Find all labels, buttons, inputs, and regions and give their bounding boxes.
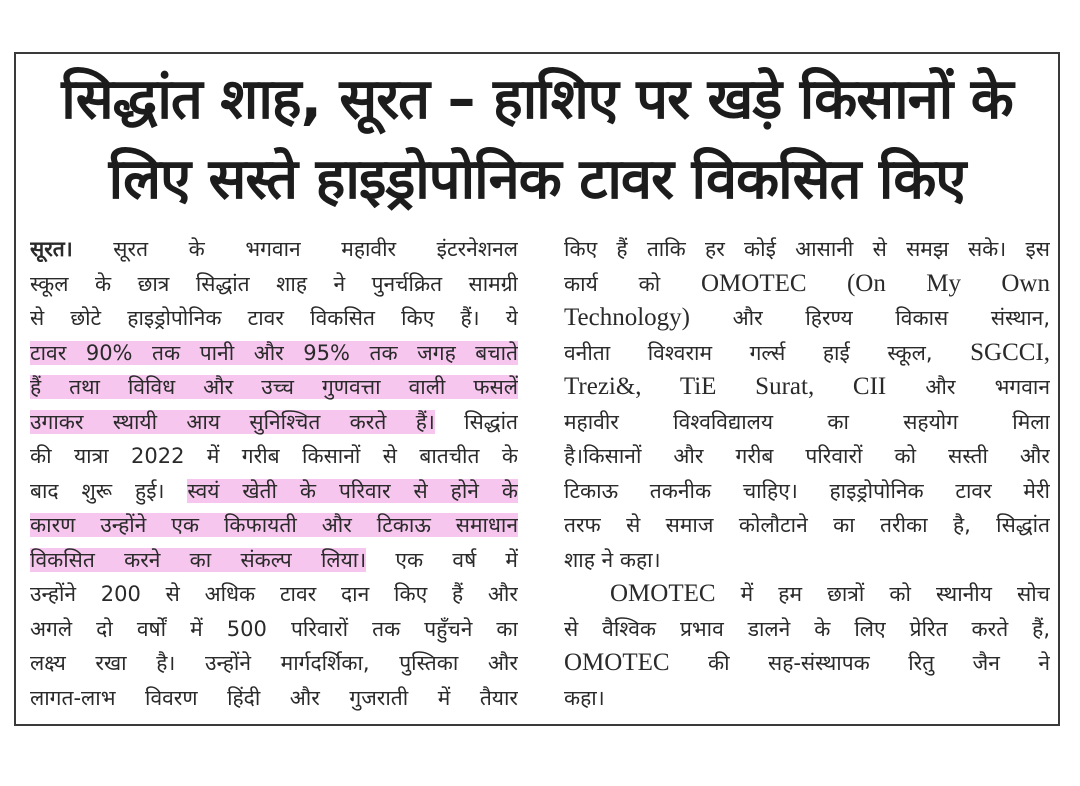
article-line: है।किसानों और गरीब परिवारों को सस्ती और: [564, 444, 1050, 468]
text-run: में हम छात्रों को स्थानीय सोच: [715, 582, 1050, 606]
text-run: और भगवान: [886, 375, 1050, 399]
article-line: [564, 301, 1050, 336]
article-line: [564, 577, 1050, 612]
text-run: सूरत के भगवान महावीर इंटरनेशनल: [72, 237, 518, 261]
article-line: लागत-लाभ विवरण हिंदी और गुजराती में तैयार: [30, 685, 518, 710]
article-line: [30, 232, 518, 267]
article-line: [30, 474, 518, 509]
text-run: बाद शुरू हुई।: [30, 478, 188, 503]
highlighted-text: हैं तथा विविध और उच्च गुणवत्ता वाली फसलें: [30, 375, 518, 399]
article-line: से वैश्विक प्रभाव डालने के लिए प्रेरित करते हैं,: [564, 616, 1050, 641]
latin-text: OMOTEC: [564, 649, 670, 676]
article-column-left: [30, 232, 518, 715]
newspaper-clipping: [14, 52, 1060, 726]
article-line: [30, 405, 518, 440]
text-run: वनीता विश्वराम गर्ल्स हाई स्कूल,: [564, 340, 971, 365]
article-line: [30, 543, 518, 578]
article-line-highlighted: [30, 508, 518, 543]
article-line: लक्ष्य रखा है। उन्होंने मार्गदर्शिका, पुस्तिका और: [30, 651, 518, 675]
article-line: महावीर विश्वविद्यालय का सहयोग मिला: [564, 409, 1050, 434]
text-run: की सह-संस्थापक रितु जैन ने: [669, 651, 1050, 675]
article-line: अगले दो वर्षों में 500 परिवारों तक पहुँचने का: [30, 616, 518, 641]
article-line: कहा।: [564, 685, 605, 710]
article-line-highlighted: [30, 370, 518, 405]
article-line: [564, 646, 1050, 681]
highlighted-text: स्वयं खेती के परिवार से होने के: [187, 478, 518, 503]
latin-text: SGCCI,: [970, 338, 1050, 366]
article-line: टिकाऊ तकनीक चाहिए। हाइड्रोपोनिक टावर मेरी: [564, 478, 1050, 503]
latin-text: OMOTEC (On My Own: [700, 269, 1050, 297]
article-line-highlighted: [30, 336, 518, 371]
article-line: उन्होंने 200 से अधिक टावर दान किए हैं और: [30, 582, 518, 606]
text-run: एक वर्ष में: [366, 547, 518, 572]
article-line: की यात्रा 2022 में गरीब किसानों से बातचीत के: [30, 444, 518, 468]
text-run: कार्य को: [564, 271, 701, 296]
article-line: [564, 336, 1050, 371]
latin-text: Technology): [564, 304, 690, 331]
article-line: स्कूल के छात्र सिद्धांत शाह ने पुनर्चक्रित सामग्री: [30, 271, 518, 296]
highlighted-text: विकसित करने का संकल्प लिया।: [30, 547, 367, 572]
highlighted-text: कारण उन्होंने एक किफायती और टिकाऊ समाधान: [30, 513, 518, 537]
text-run: और हिरण्य विकास संस्थान,: [690, 306, 1050, 330]
article-line: शाह ने कहा।: [564, 547, 661, 572]
article-line: किए हैं ताकि हर कोई आसानी से समझ सके। इस: [564, 237, 1050, 261]
article-column-right: [564, 232, 1050, 715]
article-line: [564, 267, 1050, 302]
text-run: सिद्धांत: [434, 409, 518, 434]
latin-text: Trezi&, TiE Surat, CII: [564, 373, 887, 400]
dateline: सूरत।: [30, 237, 73, 261]
highlighted-text: टावर 90% तक पानी और 95% तक जगह बचाते: [30, 340, 518, 365]
headline-line-1: सिद्धांत शाह, सूरत – हाशिए पर खड़े किसानों के: [61, 67, 1013, 132]
article-line: से छोटे हाइड्रोपोनिक टावर विकसित किए हैं। ये: [30, 306, 518, 330]
highlighted-text: उगाकर स्थायी आय सुनिश्चित करते हैं।: [30, 409, 435, 434]
article-line: तरफ से समाज कोलौटाने का तरीका है, सिद्धांत: [564, 513, 1050, 537]
latin-text: OMOTEC: [610, 580, 716, 607]
article-line: [564, 370, 1050, 405]
headline-line-2: लिए सस्ते हाइड्रोपोनिक टावर विकसित किए: [108, 147, 966, 212]
